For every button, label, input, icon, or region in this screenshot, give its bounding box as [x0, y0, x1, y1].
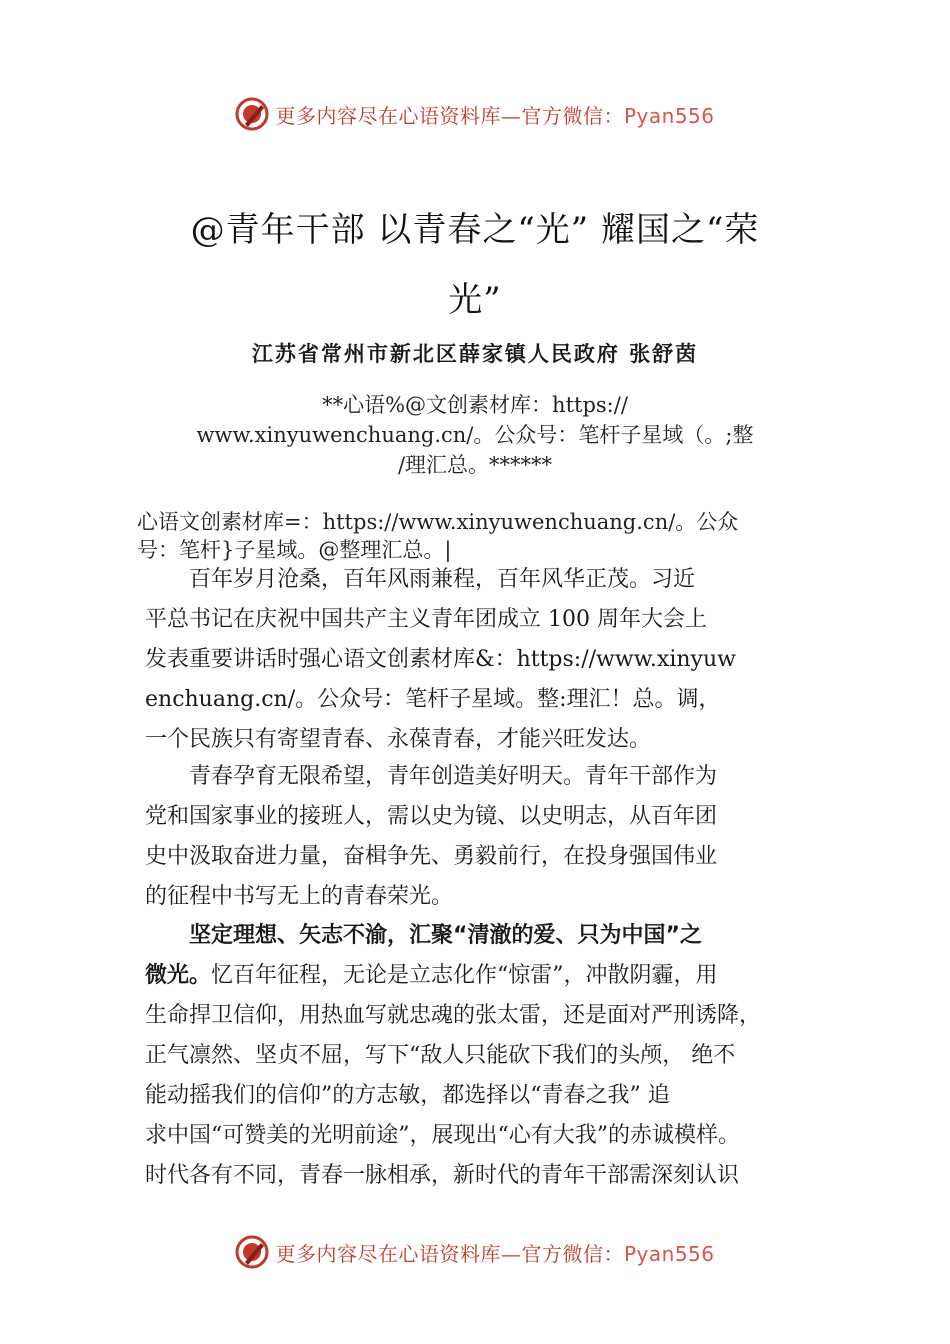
paragraph-heading-end: 微光。 — [145, 963, 212, 988]
paragraph-line: 一个民族只有寄望青春、永葆青春，才能兴旺发达。 — [145, 727, 652, 752]
paragraph-line: 时代各有不同，青春一脉相承，新时代的青年干部需深刻认识 — [145, 1163, 740, 1188]
watermark-block-line: **心语%@文创素材库：https:// — [322, 393, 628, 417]
footer-banner-text: 更多内容尽在心语资料库—官方微信：Pyan556 — [275, 1241, 715, 1266]
paragraph-heading: 坚定理想、矢志不渝，汇聚“清澈的爱、只为中国”之 — [145, 923, 702, 948]
paragraph-line: 的征程中书写无上的青春荣光。 — [145, 884, 454, 909]
paragraph-line: 青春孕育无限希望，青年创造美好明天。青年干部作为 — [145, 764, 718, 789]
footer-banner — [0, 1232, 950, 1272]
watermark-block-line: /理汇总。****** — [397, 453, 553, 477]
paragraph-line: 百年岁月沧桑，百年风雨兼程，百年风华正茂。习近 — [145, 567, 696, 592]
paragraph-line: 能动摇我们的信仰”的方志敏，都选择以“青春之我” 追 — [145, 1083, 670, 1108]
paragraph-line: 史中汲取奋进力量，奋楫争先、勇毅前行，在投身强国伟业 — [145, 844, 718, 869]
header-banner-text: 更多内容尽在心语资料库—官方微信：Pyan556 — [275, 103, 715, 128]
paragraph-line: 平总书记在庆祝中国共产主义青年团成立 100 周年大会上 — [145, 607, 707, 632]
watermark-block — [145, 390, 805, 480]
paragraph-line: enchuang.cn/。公众号：笔杆子星域。整:理汇！总。调， — [145, 687, 721, 712]
paragraph-line: 求中国“可赞美的光明前途”，展现出“心有大我”的赤诚模样。 — [145, 1123, 740, 1148]
paragraph-line: 发表重要讲话时强心语文创素材库&：https://www.xinyuw — [145, 647, 736, 672]
paragraph-line: 正气凛然、坚贞不屈，写下“敌人只能砍下我们的头颅， 绝不 — [145, 1043, 736, 1068]
page-title-line-1: @青年干部 以青春之“光” 耀国之“荣 — [190, 210, 760, 250]
paragraph-line-rest: 忆百年征程，无论是立志化作“惊雷”，冲散阴霾，用 — [211, 963, 718, 988]
paragraph-1 — [145, 560, 845, 760]
page-title-line-2: 光” — [448, 280, 502, 320]
paragraph-line: 生命捍卫信仰，用热血写就忠魂的张太雷，还是面对严刑诱降， — [145, 1003, 762, 1028]
paragraph-line — [145, 956, 845, 996]
pen-logo-icon — [235, 97, 269, 131]
paragraph-line: 党和国家事业的接班人，需以史为镜、以史明志，从百年团 — [145, 804, 718, 829]
footer-wechat-id: Pyan556 — [623, 1241, 715, 1266]
watermark-line-text: 号：笔杆}子星域。@整理汇总。| — [137, 538, 452, 562]
pen-logo-icon — [235, 1235, 269, 1269]
header-wechat-id: Pyan556 — [623, 103, 715, 128]
watermark-block-line: www.xinyuwenchuang.cn/。公众号：笔杆子星域（。;整 — [196, 423, 754, 447]
watermark-line-text: 心语文创素材库=：https://www.xinyuwenchuang.cn/。公众 — [137, 510, 739, 534]
paragraph-2 — [145, 757, 845, 917]
watermark-line — [137, 508, 837, 564]
header-banner — [0, 94, 950, 134]
paragraph-3 — [145, 916, 845, 1196]
author-line: 江苏省常州市新北区薛家镇人民政府 张舒茵 — [251, 341, 699, 366]
